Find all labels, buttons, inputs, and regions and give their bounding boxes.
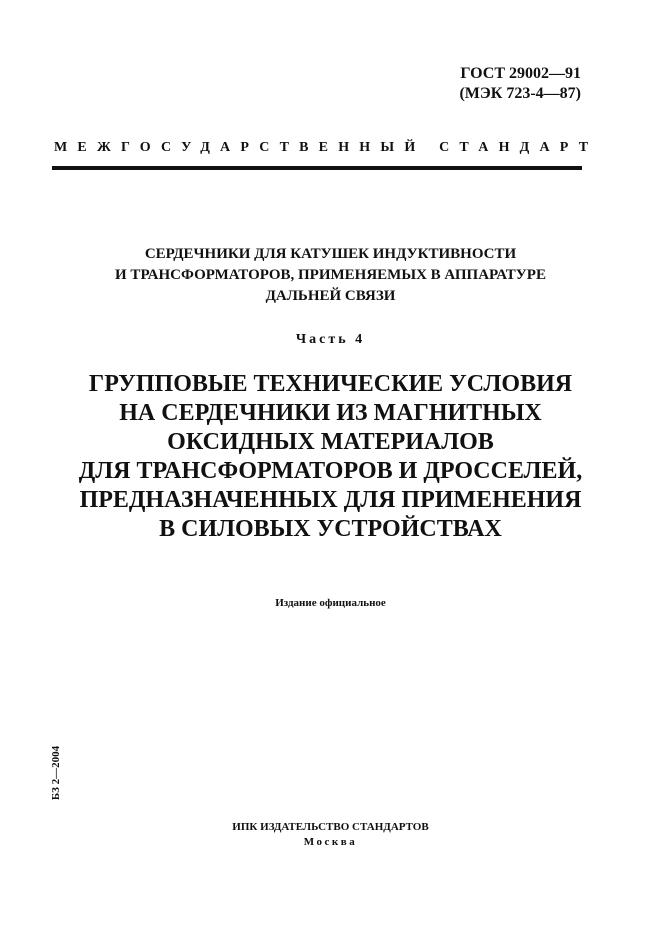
title-line: ДЛЯ ТРАНСФОРМАТОРОВ И ДРОССЕЛЕЙ, xyxy=(78,458,583,484)
subject-line: ДАЛЬНЕЙ СВЯЗИ xyxy=(265,288,396,304)
publisher-block xyxy=(0,820,661,850)
side-code: БЗ 2—2004 xyxy=(50,745,62,801)
publisher-name: ИПК ИЗДАТЕЛЬСТВО СТАНДАРТОВ xyxy=(232,821,429,833)
title-line: В СИЛОВЫХ УСТРОЙСТВАХ xyxy=(159,516,502,542)
iec-number: (МЭК 723-4—87) xyxy=(459,85,581,102)
document-subject xyxy=(0,244,661,307)
subject-line: СЕРДЕЧНИКИ ДЛЯ КАТУШЕК ИНДУКТИВНОСТИ xyxy=(144,246,517,262)
title-line: НА СЕРДЕЧНИКИ ИЗ МАГНИТНЫХ xyxy=(119,400,542,426)
part-label: Часть 4 xyxy=(295,332,366,347)
standard-designation xyxy=(459,64,581,104)
title-line: ОКСИДНЫХ МАТЕРИАЛОВ xyxy=(167,429,494,455)
title-line: ПРЕДНАЗНАЧЕННЫХ ДЛЯ ПРИМЕНЕНИЯ xyxy=(79,487,582,513)
interstate-standard-banner: МЕЖГОСУДАРСТВЕННЫЙ СТАНДАРТ xyxy=(54,140,599,155)
standard-number: ГОСТ 29002—91 xyxy=(460,65,581,82)
title-line: ГРУППОВЫЕ ТЕХНИЧЕСКИЕ УСЛОВИЯ xyxy=(88,371,573,397)
edition-note: Издание официальное xyxy=(275,597,386,609)
document-title xyxy=(0,370,661,544)
horizontal-rule xyxy=(52,166,582,170)
publisher-city: Москва xyxy=(303,836,358,848)
subject-line: И ТРАНСФОРМАТОРОВ, ПРИМЕНЯЕМЫХ В АППАРАТУРЕ xyxy=(115,267,546,283)
